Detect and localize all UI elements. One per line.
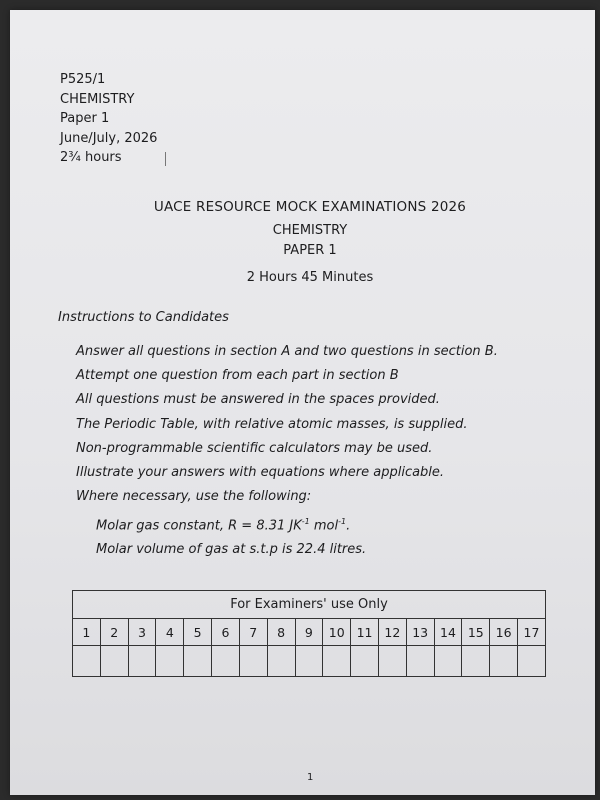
marks-cell [434,646,462,677]
exam-subject: CHEMISTRY [272,223,348,238]
exam-paper: PAPER 1 [283,243,337,258]
instruction-item: Where necessary, use the following: [76,489,312,505]
question-number-cell: 2 [100,619,128,646]
instructions-heading: Instructions to Candidates [58,310,229,325]
instruction-item: The Periodic Table, with relative atomic masses, is supplied. [76,416,468,432]
question-number-cell: 7 [239,619,267,646]
marks-row [73,646,546,677]
question-number-cell: 5 [184,619,212,646]
examiners-caption: For Examiners' use Only [73,591,546,619]
question-number-cell: 13 [406,619,434,646]
marks-cell [156,646,184,677]
question-number-cell: 3 [128,619,156,646]
constants-list [96,510,366,562]
marks-cell [295,646,323,677]
marks-cell [100,646,128,677]
instruction-item: Non-programmable scientific calculators may be used. [76,440,433,456]
question-number-cell: 15 [462,619,490,646]
exam-title: UACE RESOURCE MOCK EXAMINATIONS 2026 [153,199,467,215]
marks-cell [490,646,518,677]
examiners-table [72,590,546,677]
question-number-cell: 14 [434,619,462,646]
page-number: 1 [307,772,314,783]
marks-cell [406,646,434,677]
marks-cell [212,646,240,677]
question-number-row [73,619,546,646]
exam-duration: 2 Hours 45 Minutes [246,270,374,285]
question-number-cell: 1 [73,619,101,646]
instruction-item: Answer all questions in section A and two questions in section B. [76,344,498,359]
paper-number: Paper 1 [60,111,110,126]
gas-constant-exponent: -1 [301,517,310,526]
marks-cell [462,646,490,677]
gas-constant-text: Molar gas constant, R = 8.31 JK [96,518,302,534]
marks-cell [351,646,379,677]
question-number-cell: 11 [351,619,379,646]
marks-cell [267,646,295,677]
marks-cell [239,646,267,677]
question-number-cell: 6 [212,619,240,646]
question-number-cell: 16 [490,619,518,646]
question-number-cell: 8 [267,619,295,646]
paper-subject: CHEMISTRY [60,91,135,107]
instructions-list [76,340,498,509]
instruction-item: All questions must be answered in the spaces provided. [76,392,440,408]
gas-constant-exponent: -1 [338,517,347,526]
marks-cell [128,646,156,677]
instruction-item: Illustrate your answers with equations where applicable. [76,465,445,481]
paper-code: P525/1 [60,72,106,87]
instruction-item: Attempt one question from each part in section B [76,368,399,384]
question-number-cell: 12 [378,619,406,646]
paper-header [60,70,157,168]
question-number-cell: 9 [295,619,323,646]
question-number-cell: 17 [518,619,546,646]
marks-cell [518,646,546,677]
question-number-cell: 10 [323,619,351,646]
question-number-cell: 4 [156,619,184,646]
gas-constant-unit: mol [309,518,339,534]
gas-constant [96,510,366,538]
marks-cell [323,646,351,677]
paper-duration: 2¾ hours [60,150,122,165]
molar-volume: Molar volume of gas at s.t.p is 22.4 litres. [96,542,367,558]
marks-cell [378,646,406,677]
paper-date: June/July, 2026 [60,130,158,146]
pencil-mark [165,152,166,166]
marks-cell [73,646,101,677]
marks-cell [184,646,212,677]
exam-paper-page [10,10,595,795]
gas-constant-end: . [346,518,351,534]
